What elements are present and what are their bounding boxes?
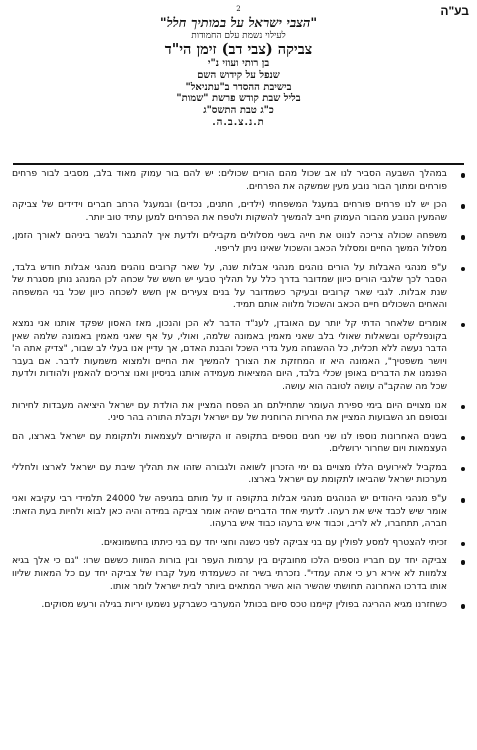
bsd-mark: בע"ה [440,4,469,18]
header-dedication: לעילוי נשמת עלם החמודות [191,31,286,42]
list-item [12,493,471,531]
list-item [12,262,471,312]
bullet-icon [461,467,466,472]
item-text: אומרים שלאחר הדתי קל יותר עם האובדן, לענ"ד הדבר לא הכן והנכון, מאז האסון שפקד אותנו אני נמצא בקונפליקט ובשאלות שאולי בלב שאני מאמין באמונה שלמה, ואולי, על אף שאני מאמין באמונה שלמה שאין הדבר נעשה ללא תכלית, כל ההשגחה מעל גדרי השכל והבנת האדם, אך עדיין אנו בעלי לב שבור, "צדיק אתה ה' ויושר משפטיך", האמונה היא זו המחזקת את הצורך להמשיך את החיים ולמצוא משמעות לדבר. אם בעבר הפנמנו את הדברים באופן שכלי בלבד, היום המציאות מעמידה אותנו בניסיון ואנו צריכים להאמין ולהודות ולדעת שכל מה שהקב"ה עושה לטובה הוא עושה. [12,317,447,392]
bullet-icon [461,204,466,209]
list-item [12,168,471,193]
bullet-icon [461,173,466,178]
header-fell: שנפל על קידוש השם [197,69,280,81]
item-text: ע"פ מנהגי האבלות על הורים נוהגים מנהגי אבלות שנה, על שאר קרובים נוהגים מנהגי אבלות חודש בלבד, הסבר לכך שלגבי הורים כיוון שמדובר בדרך כלל על תהליך טבעי יש חשש של שכחה לכן המנהג נותן מסגרת של שנת אבלות. לגבי שאר קרובים ובעיקר כשמדובר על בנים צעירים אין חשש לשכחה כיוון שכל בני המשפחה והאחים השכולים חיים הכאב והשכול מלווה אותם תמיד. [12,261,447,311]
item-text: במקביל לאירועים הללו מצויים גם ימי הזכרון לשואה ולגבורה שזהו את תהליך שיבת עם ישראל לארצו ולחללי מערכות ישראל שהביאו לתקומת עם ישראל בארצו. [12,461,447,486]
item-text: זכיתי להצטרף למסע לפולין עם בני צביקה לפני כשנה וחצי יחד עם בני כיתתו בחשמונאים. [100,536,447,548]
bullet-icon [461,235,466,240]
header-date: כ"ג טבת התשס"ג [203,104,274,116]
page-number: 2 [236,5,241,13]
item-text: משפחה שכולה צריכה לנווט את חייה בשני מסלולים מקבילים ולדעת איך להתגבר ולגשר ביניהם לאורך הזמן, מסלול המשך החיים ומסלול הכאב והשכול שאינו ניתן לריפוי. [12,230,447,254]
list-item [12,555,471,593]
bullet-icon [461,267,466,272]
item-text: במהלך השבעה הסביר לנו אב שכול מהם הורים שכולים: יש להם בור עמוק מאוד בלב, מסביב לבור פרחים פורחים ומתוך הבור נובע מעין שמשקה את הפרחים. [12,168,447,192]
list-item [12,537,471,550]
bullet-list [12,168,471,748]
header-quote: "הצבי ישראל על במותיך חלל" [159,16,318,31]
header-yeshiva: בישיבת ההסדר ב"עתניאל" [185,81,292,93]
bullet-icon [461,323,466,328]
header-name: צביקה (צבי דב) זימן הי"ד [164,40,313,58]
bullet-icon [461,436,466,441]
item-text: הכן יש לנו פרחים פורחים במעגל המשפחתי (ילדים, חתנים, נכדים) ובמעגל הרחב חברים וידידים של צביקה שהמעין הנובע מהבור העמוק חייב להמשיך להשקות ולטפח את הפרחים למען עתיד טוב יותר. [12,199,447,223]
header-parents: בן רותי ועוזי נ"י [207,58,270,70]
bullet-icon [461,542,466,547]
item-text: בשנים האחרונות נוספו לנו שני חגים נוספים בתקופה זו הקשורים לעצמאות ולתקומת עם ישראל בארצו, הם העצמאות ויום שחרור ירושלים. [12,430,447,455]
bullet-icon [461,560,466,565]
list-item [12,431,471,456]
list-item [12,230,471,255]
item-text: צביקה יחד עם חבריו נוספים הלכו מחובקים בין ערמות העפר ובין בורות המוות כששם שרו: "גם כי אלך בגיא צלמוות לא אירא רע כי אתה עמדי". נזכרתי בשיר זה כשעמדתי מעל קברו של צביקה יחד עם כל המאות שליוו אותו בדרכו האחרונה תחושתי שהשיר הוא השיר המתאים ביותר לבית ישראל לומר אותו. [12,555,447,592]
list-item [12,318,471,394]
list-item [12,400,471,425]
item-text: כשחזרנו מגיא ההריגה בפולין קיימנו טכס סיום בכותל המערבי כשברקע נשמעו יריות בגילה ורעש מסוקים. [41,599,447,611]
item-text: אנו מצויים היום בימי ספירת העומר שתחילתם חג הפסח המציין את הולדת עם ישראל היציאה מעבדות לחירות ובסופם חג השבועות המציין את החירות הרוחנית של עם ישראל וקבלת התורה בהר סיני. [12,399,447,424]
bullet-icon [461,604,466,609]
bullet-icon [461,405,466,410]
header-shabbat: בליל שבת קודש פרשת "שמות" [176,93,301,105]
item-text: ע"פ מנהגי היהודים יש הנוהגים מנהגי אבלות בתקופה זו על מותם במגיפה של 24000 תלמידי רבי עקיבא ואני אומר שיש לכבד איש את רעהו. לדעתי אחד הדברים שהיה אומר צביקה במידה והיה כאן לבוא ולחיות בעת הזאת: חברה, תתחברו, לא לריב, וכבוד איש ברעהו כבוד איש ברעהו. [12,493,447,530]
bullet-icon [461,498,466,503]
list-item [12,462,471,487]
header-tnzbh: ת.נ.צ.ב.ה. [212,117,265,129]
header-divider [13,163,464,165]
memorial-header [0,16,477,129]
list-item [12,199,471,224]
list-item [12,599,471,612]
